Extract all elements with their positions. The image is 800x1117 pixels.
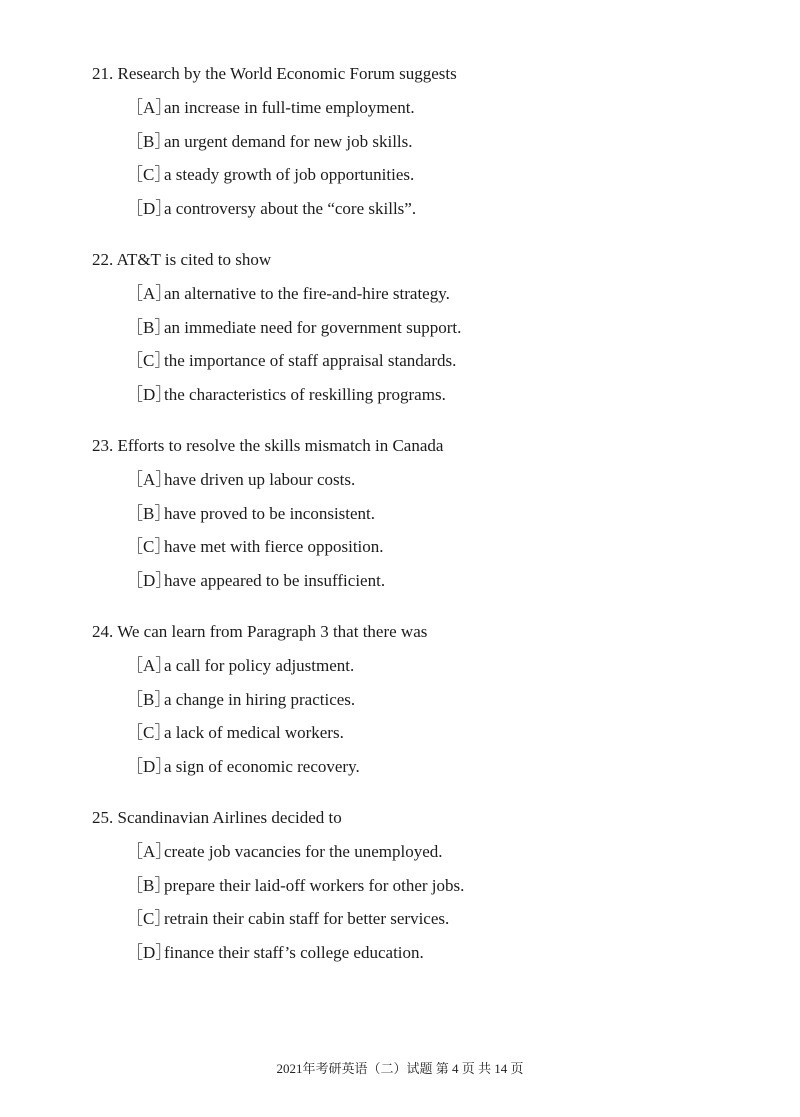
option-label: ［A］ — [126, 842, 173, 861]
option-b — [126, 132, 732, 152]
option-label: ［C］ — [126, 723, 172, 742]
option-label: ［D］ — [126, 570, 173, 590]
option-text: retrain their cabin staff for better services. — [164, 909, 450, 928]
option-b — [126, 504, 732, 524]
option-label: ［C］ — [126, 909, 172, 928]
question-21 — [92, 64, 732, 219]
option-text: an immediate need for government support. — [164, 317, 462, 337]
option-label: ［D］ — [126, 384, 173, 404]
question-stem: 25. Scandinavian Airlines decided to — [92, 808, 342, 827]
option-label: ［B］ — [126, 317, 172, 337]
option-c — [126, 723, 732, 743]
option-text: have proved to be inconsistent. — [164, 503, 376, 523]
option-d — [126, 199, 732, 219]
page-footer: 2021年考研英语（二）试题 第 4 页 共 14 页 — [276, 1061, 524, 1076]
question-24 — [92, 622, 732, 777]
option-label: ［C］ — [126, 351, 172, 370]
option-d — [126, 385, 732, 405]
option-label: ［A］ — [126, 470, 173, 489]
option-text: create job vacancies for the unemployed. — [164, 842, 443, 861]
option-text: a sign of economic recovery. — [164, 756, 360, 776]
option-text: a steady growth of job opportunities. — [164, 165, 415, 184]
option-label: ［B］ — [126, 131, 172, 151]
option-label: ［B］ — [126, 689, 172, 709]
option-text: have appeared to be insufficient. — [164, 570, 386, 590]
option-d — [126, 757, 732, 777]
option-label: ［A］ — [126, 98, 173, 117]
option-text: a change in hiring practices. — [164, 689, 356, 709]
option-d — [126, 943, 732, 963]
option-c — [126, 165, 732, 185]
option-label: ［B］ — [126, 503, 172, 523]
option-text: a lack of medical workers. — [164, 723, 344, 742]
option-text: the importance of staff appraisal standards. — [164, 351, 457, 370]
option-label: ［C］ — [126, 165, 172, 184]
option-text: prepare their laid-off workers for other jobs. — [164, 875, 465, 895]
option-label: ［A］ — [126, 656, 173, 675]
option-text: have driven up labour costs. — [164, 470, 356, 489]
option-a — [126, 842, 732, 862]
option-a — [126, 284, 732, 304]
option-a — [126, 98, 732, 118]
question-23 — [92, 436, 732, 591]
question-stem: 23. Efforts to resolve the skills mismatch in Canada — [92, 436, 444, 455]
question-stem: 21. Research by the World Economic Forum suggests — [92, 64, 457, 83]
option-a — [126, 656, 732, 676]
option-c — [126, 537, 732, 557]
option-label: ［A］ — [126, 284, 173, 303]
option-b — [126, 318, 732, 338]
question-stem: 24. We can learn from Paragraph 3 that there was — [92, 622, 428, 641]
option-label: ［B］ — [126, 875, 172, 895]
option-label: ［D］ — [126, 198, 173, 218]
option-b — [126, 690, 732, 710]
option-text: have met with fierce opposition. — [164, 537, 384, 556]
option-text: a controversy about the “core skills”. — [164, 198, 417, 218]
option-c — [126, 909, 732, 929]
option-text: an increase in full-time employment. — [164, 98, 415, 117]
question-25 — [92, 808, 732, 963]
option-d — [126, 571, 732, 591]
option-b — [126, 876, 732, 896]
option-text: a call for policy adjustment. — [164, 656, 355, 675]
option-text: an alternative to the fire-and-hire strategy. — [164, 284, 450, 303]
option-label: ［D］ — [126, 942, 173, 962]
option-text: an urgent demand for new job skills. — [164, 131, 413, 151]
option-c — [126, 351, 732, 371]
question-22 — [92, 250, 732, 405]
option-label: ［C］ — [126, 537, 172, 556]
option-text: finance their staff’s college education. — [164, 942, 424, 962]
question-stem: 22. AT&T is cited to show — [92, 250, 272, 269]
option-a — [126, 470, 732, 490]
option-label: ［D］ — [126, 756, 173, 776]
option-text: the characteristics of reskilling programs. — [164, 384, 446, 404]
